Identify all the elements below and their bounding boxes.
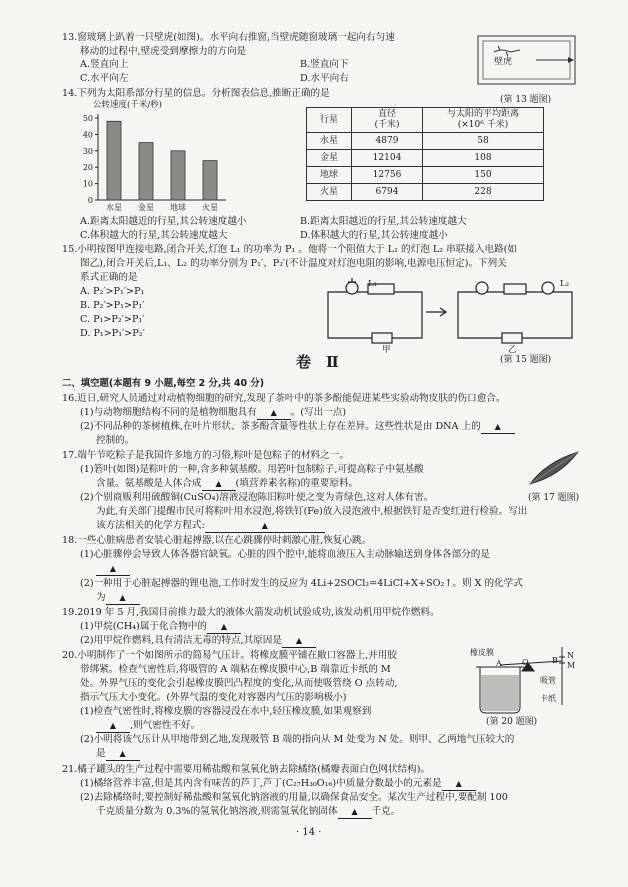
table-cell: 水星 [307, 133, 352, 150]
q18-line-2: (1)心脏骤停会导致人体各器官缺氧。心脏的四个腔中,能将血液压入主动脉输送到身体各部分的是 [80, 549, 490, 560]
planet-table [306, 107, 544, 201]
y-tick-label: 30 [82, 146, 93, 156]
y-tick-label: 20 [82, 163, 93, 173]
q20-line-7: (2)小明将该气压计从甲地带到乙地,发现吸管 B 端的指向从 M 处变为 N 处。则甲、乙两地气压较大的 [80, 734, 515, 745]
q15-line-3: 系式正确的是 [80, 272, 138, 283]
q14-option-a: A.距离太阳越近的行星,其公转速度越小 [80, 216, 247, 227]
juan2-heading: 卷 Ⅱ [296, 353, 339, 371]
table-cell: 4879 [352, 133, 423, 150]
x-tick-label: 地球 [170, 203, 186, 212]
q20-caption: (第 20 题图) [486, 717, 538, 727]
q15-option-c: C. P₁>P₂′>P₁′ [80, 314, 145, 325]
table-cell: 6794 [352, 184, 423, 201]
q14-option-d: D.体积越大的行星,其公转速度越小 [300, 230, 448, 241]
answer-blank[interactable]: ▲ [338, 805, 372, 819]
y-tick-label: 40 [82, 130, 93, 140]
q20-line-3: 处。外界气压的变化会引起橡皮膜凹凸程度的变化,从而使吸管绕 O 点转动, [80, 678, 398, 689]
q16-line-3: (2)不同品种的茶树植株,在叶片形状、茶多酚含量等性状上存在差异。这些性状是由 DNA 上的 ▲ [80, 420, 515, 434]
q17-line-4: (2)个别商贩利用硫酸铜(CuSO₄)溶液浸泡陈旧粽叶使之变为青绿色,这对人体有害。 [80, 492, 434, 503]
table-cell: 58 [423, 133, 544, 150]
q20-line-4: 指示气压大小变化。(外界气温的变化对容器内气压的影响极小) [80, 692, 347, 703]
q20-fig-xiangpimo: 橡皮膜 [470, 648, 494, 657]
x-tick-label: 火星 [202, 203, 218, 212]
table-row [307, 150, 544, 167]
q15-option-a: A. P₂′>P₁′>P₁ [80, 286, 145, 297]
answer-blank[interactable]: ▲ [207, 620, 241, 634]
q13-option-c: C.水平向左 [80, 73, 129, 84]
chart-ylabel: 公转速度(千米/秒) [93, 100, 162, 110]
y-tick-label: 0 [87, 196, 93, 205]
bar [171, 151, 185, 200]
x-tick-label: 金星 [138, 203, 154, 212]
table-row [307, 184, 544, 201]
answer-blank[interactable]: ▲ [257, 406, 291, 420]
q17-line-1: 17.端午节吃粽子是我国许多地方的习俗,粽叶是包粽子的材料之一。 [62, 450, 349, 461]
q13-gecko-figure [476, 34, 578, 86]
table-header-row [307, 108, 544, 133]
table-cell: 火星 [307, 184, 352, 201]
q21-line-2: (1)橘络营养丰富,但是其内含有味苦的芦丁,芦丁(C₂₇H₃₀O₁₆)中质量分数最小的元素是 ▲ [80, 777, 476, 791]
q15-label-yi: 乙 [508, 345, 517, 355]
q14-option-c: C.体积越大的行星,其公转速度越大 [80, 230, 228, 241]
q20-fig-kazhi: 卡纸 [540, 694, 556, 703]
q20-line-5: (1)检查气密性时,将橡皮膜的容器浸没在水中,轻压橡皮膜,如果观察到 [80, 706, 372, 717]
q20-line-6: ▲ ,则气密性不好。 [96, 719, 200, 733]
table-header: 直径 (千米) [352, 108, 423, 133]
q15-label-l2: L₂ [560, 279, 570, 289]
q17-leaf-figure [526, 448, 582, 488]
q20-fig-a: A [496, 659, 502, 668]
q15-label-jia: 甲 [382, 345, 391, 355]
answer-blank[interactable]: ▲ [96, 719, 130, 733]
q18-line-3 [96, 562, 130, 576]
q20-fig-n: N [567, 651, 574, 660]
q19-line-3: (2)用甲烷作燃料,具有清洁无毒的特点,其原因是 ▲ [80, 634, 316, 648]
table-cell: 12104 [352, 150, 423, 167]
q13-caption: (第 13 题图) [500, 95, 552, 105]
q20-fig-o: O [522, 658, 529, 667]
bar [107, 121, 121, 200]
q19-line-2: (1)甲烷(CH₄)属于化合物中的 ▲ [80, 620, 241, 634]
q13-option-d: D.水平向右 [300, 73, 349, 84]
answer-blank[interactable]: ▲ [481, 420, 515, 434]
table-header: 行星 [307, 108, 352, 133]
table-row [307, 133, 544, 150]
q13-stem: 13.窗玻璃上趴着一只壁虎(如图)。水平向右推窗,当壁虎随窗玻璃一起向右匀速 [62, 32, 395, 43]
answer-blank[interactable]: ▲ [106, 747, 140, 761]
answer-blank[interactable]: ▲ [205, 519, 325, 533]
q20-fig-b: B [552, 656, 558, 665]
q16-line-2: (1)与动物细胞结构不同的是植物细胞具有 ▲ 。(写出一点) [80, 407, 347, 418]
q20-fig-m: M [567, 661, 576, 670]
q20-line-8: 是 ▲ [96, 747, 140, 761]
q20-fig-xiguan: 吸管 [540, 676, 556, 685]
q13-figure-label: 壁虎 [494, 57, 513, 67]
q15-option-d: D. P₁>P₁′>P₂′ [80, 328, 145, 339]
q13-option-a: A.竖直向上 [80, 59, 129, 70]
q14-option-b: B.距离太阳越近的行星,其公转速度越大 [300, 216, 467, 227]
q18-line-4: (2)一种用于心脏起搏器的锂电池,工作时发生的反应为 4Li+2SOCl₂=4LiCl+X+SO₂↑。则 X 的化学式 [80, 578, 523, 589]
table-cell: 12756 [352, 167, 423, 184]
answer-blank[interactable]: ▲ [96, 562, 130, 576]
table-cell: 228 [423, 184, 544, 201]
planet-speed-chart [72, 110, 232, 212]
x-tick-label: 水星 [106, 203, 122, 212]
q20-line-2: 带绑紧。检查气密性后,将吸管的 A 端粘在橡皮膜中心,B 端靠近卡纸的 M [80, 664, 391, 675]
page-number: · 14 · [296, 827, 322, 838]
section-2-heading: 二、填空题(本题有 9 小题,每空 2 分,共 40 分) [62, 378, 264, 389]
q17-caption: (第 17 题图) [528, 493, 580, 503]
q15-line-1: 15.小明按图甲连接电路,闭合开关,灯泡 L₁ 的功率为 P₁ 。他将一个阻值大于 L₁ 的灯泡 L₂ 串联接入电路(如 [62, 244, 518, 255]
table-cell: 108 [423, 150, 544, 167]
table-cell: 150 [423, 167, 544, 184]
q15-caption: (第 15 题图) [500, 355, 552, 365]
q15-circuit-figure [322, 278, 578, 348]
bar [203, 161, 217, 200]
q18-line-1: 18.一些心脏病患者安装心脏起搏器,以在心跳骤停时刺激心脏,恢复心跳。 [62, 535, 372, 546]
q16-line-4: 控制的。 [96, 435, 135, 446]
q21-line-3: (2)去除橘络时,要控制好稀盐酸和氢氧化钠溶液的用量,以确保食品安全。某次生产过程中,要配制 100 [80, 792, 508, 803]
y-tick-label: 10 [82, 179, 93, 189]
q21-line-4: 千克质量分数为 0.3%的氢氧化钠溶液,则需氢氧化钠固体 ▲ 千克。 [96, 806, 401, 817]
q19-line-1: 19.2019 年 5 月,我国目前推力最大的液体火箭发动机试验成功,该发动机用甲烷作燃料。 [62, 607, 440, 618]
answer-blank[interactable]: ▲ [106, 591, 140, 605]
y-tick-label: 50 [82, 114, 93, 123]
q18-line-5: 为 ▲ [96, 591, 140, 605]
q13-option-b: B.竖直向下 [300, 59, 349, 70]
q15-option-b: B. P₂′>P₁>P₁′ [80, 300, 145, 311]
table-cell: 金星 [307, 150, 352, 167]
q13-stem-2: 移动的过程中,壁虎受到摩擦力的方向是 [80, 46, 247, 57]
q21-line-1: 21.橘子罐头的生产过程中需要用稀盐酸和氢氧化钠去除橘络(橘瓣表面白色网状结构)。 [62, 764, 431, 775]
q15-line-2: 图乙),闭合开关后,L₁、L₂ 的功率分别为 P₁′、P₂′(不计温度对灯泡电阻的影响,电源电压恒定)。下列关 [80, 258, 507, 269]
q17-line-6: 该方法相关的化学方程式: ▲ [96, 519, 325, 533]
q15-label-l1: L₁ [368, 279, 378, 289]
table-header: 与太阳的平均距离 (×10⁶ 千米) [423, 108, 544, 133]
q17-line-5: 为此,有关部门提醒市民可将粽叶用水浸泡,将铁钉(Fe)放入浸泡液中,根据铁钉是否变红进行检验。写出 [96, 506, 528, 517]
q17-line-3: 含量。氨基酸是人体合成 ▲ (填营养素名称)的重要原料。 [96, 478, 359, 489]
table-row [307, 167, 544, 184]
q20-line-1: 20.小明制作了一个如图所示的简易气压计。将橡皮膜平铺在敞口容器上,并用胶 [62, 650, 397, 661]
answer-blank[interactable]: ▲ [202, 477, 236, 491]
answer-blank[interactable]: ▲ [442, 777, 476, 791]
bar [139, 143, 153, 200]
q16-line-1: 16.近日,研究人员通过对动植物细胞的研究,发现了茶叶中的茶多酚能促进某些实验动物皮肤的伤口愈合。 [62, 393, 506, 404]
answer-blank[interactable]: ▲ [282, 634, 316, 648]
table-cell: 地球 [307, 167, 352, 184]
q17-line-2: (1)箬叶(如图)是粽叶的一种,含多种氨基酸。用箬叶包制粽子,可提高粽子中氨基酸 [80, 464, 424, 475]
q14-stem: 14.下列为太阳系部分行星的信息。分析图表信息,推断正确的是 [62, 88, 330, 99]
